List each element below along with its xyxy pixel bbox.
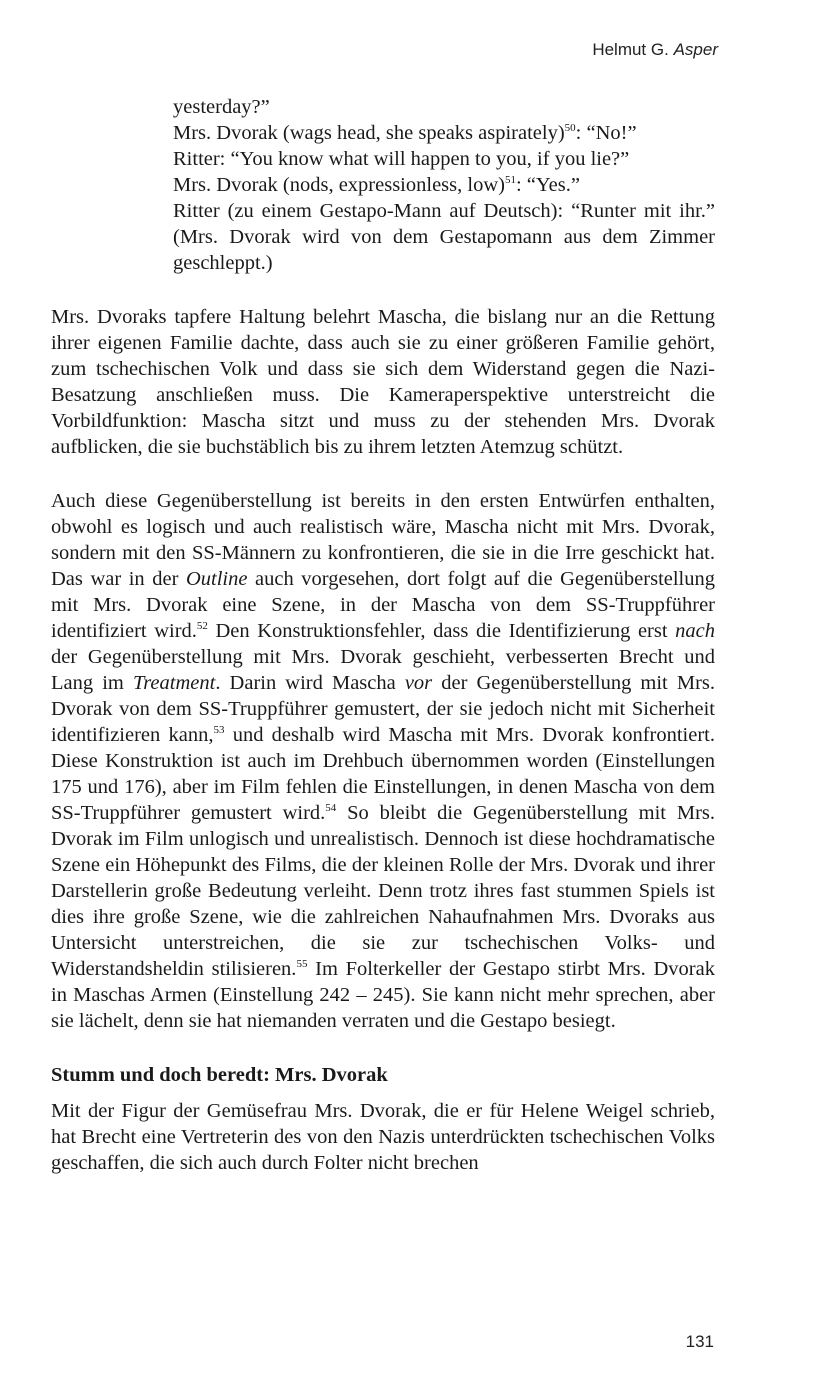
quote-line: Mrs. Dvorak (wags head, she speaks aspirately)$^{50}$: “No!” [173,122,637,144]
author-first: Helmut G. [592,40,669,59]
quote-line: Ritter (zu einem Gestapo-Mann auf Deutsch): “Runter mit ihr.” (Mrs. Dvorak wird von dem Gestapomann aus dem Zimmer geschleppt.) [173,200,715,274]
body-paragraph: Mrs. Dvoraks tapfere Haltung belehrt Mascha, die bislang nur an die Rettung ihrer eigenen Familie dachte, dass auch sie zu einer größeren Familie gehört, zum tschechischen Volk und dass sie sich dem Widerstand gegen die Nazi-Besatzung anschließen muss. Die Kameraperspektive unterstreicht die Vorbildfunktion: Mascha sitzt und muss zu der stehenden Mrs. Dvorak aufblicken, die sie buchstäblich bis zu ihrem letzten Atemzug schützt. [51,306,715,458]
author-last: Asper [673,40,718,59]
page-number: 131 [685,1332,714,1351]
section-heading: Stumm und doch beredt: Mrs. Dvorak [51,1064,388,1086]
body-paragraph: Mit der Figur der Gemüsefrau Mrs. Dvorak, die er für Helene Weigel schrieb, hat Brecht eine Vertreterin des von den Nazis unterdrückten tschechischen Volks geschaffen, die sich auch durch Folter nicht brechen [51,1100,715,1174]
quote-line: Mrs. Dvorak (nods, expressionless, low)$^{51}$: “Yes.” [173,174,580,196]
quote-line: yesterday?” [173,96,270,118]
quote-line: Ritter: “You know what will happen to you, if you lie?” [173,148,630,170]
page-body [51,94,715,1176]
running-header [592,40,718,60]
body-paragraph: Auch diese Gegenüberstellung ist bereits in den ersten Entwürfen enthalten, obwohl es logisch und auch realistisch wäre, Mascha nicht mit Mrs. Dvorak, sondern mit den SS-Männern zu konfrontieren, die sie in die Irre geschickt hat. Das war in der Outline auch vorgesehen, dort folgt auf die Gegenüberstellung mit Mrs. Dvorak eine Szene, in der Mascha von dem SS-Truppführer identifiziert wird.$^{52}$ Den Konstruktionsfehler, dass die Identifizierung erst nach der Gegenüberstellung mit Mrs. Dvorak geschieht, verbesserten Brecht und Lang im Treatment. Darin wird Mascha vor der Gegenüberstellung mit Mrs. Dvorak von dem SS-Truppführer gemustert, der sie jedoch nicht mit Sicherheit identifizieren kann,$^{53}$ und deshalb wird Mascha mit Mrs. Dvorak konfrontiert. Diese Konstruktion ist auch im Drehbuch übernommen worden (Einstellungen 175 und 176), aber im Film fehlen die Einstellungen, in denen Mascha von dem SS-Truppführer gemustert wird.$^{54}$ So bleibt die Gegenüberstellung mit Mrs. Dvorak im Film unlogisch und unrealistisch. Dennoch ist diese hochdramatische Szene ein Höhepunkt des Films, die der kleinen Rolle der Mrs. Dvorak und ihrer Darstellerin große Bedeutung verleiht. Denn trotz ihres fast stummen Spiels ist dies ihre große Szene, wie die zahlreichen Nahaufnahmen Mrs. Dvoraks aus Untersicht unterstreichen, die sie zur tschechischen Volks- und Widerstandsheldin stilisieren.$^{55}$ Im Folterkeller der Gestapo stirbt Mrs. Dvorak in Maschas Armen (Einstellung 242 – 245). Sie kann nicht mehr sprechen, aber sie lächelt, denn sie hat niemanden verraten und die Gestapo besiegt. [51,490,716,1032]
dialogue-quote [173,94,715,276]
